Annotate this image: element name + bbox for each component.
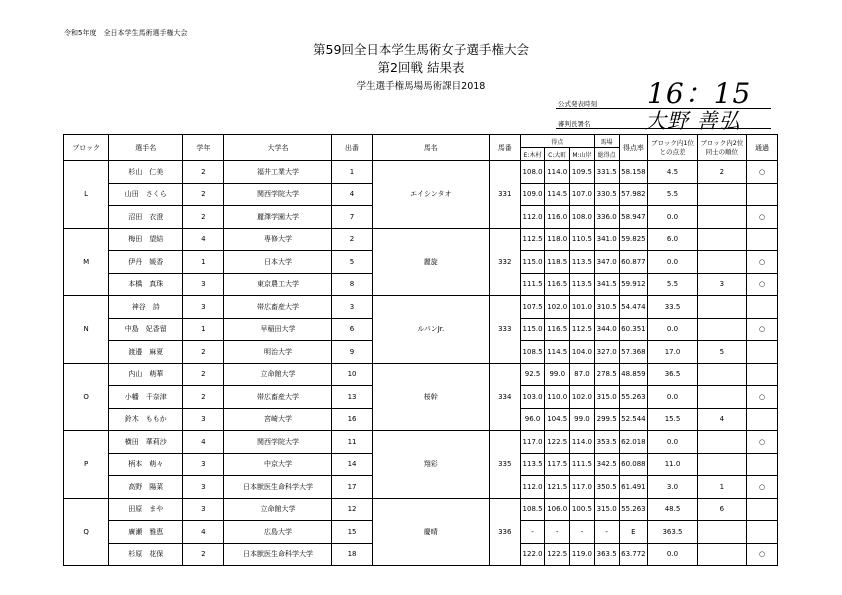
table-row: [64, 431, 778, 454]
second-place-rank: 6: [697, 498, 746, 521]
rider-name: 杉山 仁美: [109, 161, 183, 184]
col-rider: 選手名: [109, 135, 183, 161]
score-total: 331.5: [594, 161, 619, 184]
horse-number: 336: [489, 498, 520, 566]
col-total-group: 馬場: [594, 135, 619, 148]
diff-to-first: 5.5: [648, 273, 697, 296]
advance-mark: ○: [747, 386, 778, 409]
second-place-rank: [697, 543, 746, 566]
grade: 3: [183, 476, 224, 499]
page-subtitle: 第2回戦 結果表: [377, 60, 465, 75]
score-c: 118.0: [545, 228, 570, 251]
rider-name: 伊丹 媛香: [109, 251, 183, 274]
start-order: 13: [332, 386, 372, 409]
official-time-label: 公式発表時刻: [558, 100, 597, 108]
advance-mark: ○: [747, 251, 778, 274]
score-total: 342.5: [594, 453, 619, 476]
score-total: 350.5: [594, 476, 619, 499]
diff-to-first: 15.5: [648, 408, 697, 431]
grade: 3: [183, 273, 224, 296]
score-percent: 55.263: [619, 386, 648, 409]
start-order: 4: [332, 183, 372, 206]
horse-name: 慶晴: [372, 498, 489, 566]
horse-name: 翔彩: [372, 431, 489, 499]
score-percent: 60.088: [619, 453, 648, 476]
advance-mark: [747, 521, 778, 544]
start-order: 1: [332, 161, 372, 184]
advance-mark: ○: [747, 161, 778, 184]
score-e: 103.0: [520, 386, 545, 409]
university-name: 立命館大学: [224, 363, 332, 386]
col-block: ブロック: [64, 135, 109, 161]
score-total: 278.5: [594, 363, 619, 386]
second-place-rank: 1: [697, 476, 746, 499]
score-c: 121.5: [545, 476, 570, 499]
university-name: 日本大学: [224, 251, 332, 274]
horse-name: 麗旋: [372, 228, 489, 296]
university-name: 福井工業大学: [224, 161, 332, 184]
table-row: [64, 498, 778, 521]
advance-mark: [747, 408, 778, 431]
rider-name: 小幡 千奈津: [109, 386, 183, 409]
score-m: 102.0: [570, 386, 595, 409]
score-m: 87.0: [570, 363, 595, 386]
university-name: 中京大学: [224, 453, 332, 476]
score-percent: 57.368: [619, 341, 648, 364]
rider-name: 渡邉 麻夏: [109, 341, 183, 364]
start-order: 7: [332, 206, 372, 229]
score-m: 104.0: [570, 341, 595, 364]
university-name: 東京農工大学: [224, 273, 332, 296]
col-horse: 馬名: [372, 135, 489, 161]
score-percent: 58.158: [619, 161, 648, 184]
score-percent: 60.351: [619, 318, 648, 341]
university-name: 立命館大学: [224, 498, 332, 521]
col-judge-c: C:大町: [545, 148, 570, 161]
advance-mark: [747, 363, 778, 386]
score-e: 115.0: [520, 318, 545, 341]
advance-mark: ○: [747, 543, 778, 566]
score-c: 116.5: [545, 273, 570, 296]
university-name: 日本獣医生命科学大学: [224, 476, 332, 499]
second-place-rank: [697, 251, 746, 274]
score-e: 122.0: [520, 543, 545, 566]
score-e: 115.0: [520, 251, 545, 274]
col-scores: 得点: [520, 135, 594, 148]
score-total: 299.5: [594, 408, 619, 431]
second-place-rank: [697, 206, 746, 229]
diff-to-first: 363.5: [648, 521, 697, 544]
diff-to-first: 5.5: [648, 183, 697, 206]
score-total: 353.5: [594, 431, 619, 454]
start-order: 9: [332, 341, 372, 364]
rider-name: 田原 まや: [109, 498, 183, 521]
university-name: 関西学院大学: [224, 431, 332, 454]
table-row: [64, 363, 778, 386]
start-order: 5: [332, 251, 372, 274]
advance-mark: [747, 228, 778, 251]
score-m: 113.5: [570, 273, 595, 296]
second-place-rank: [697, 521, 746, 544]
second-place-rank: [697, 183, 746, 206]
grade: 3: [183, 296, 224, 319]
start-order: 11: [332, 431, 372, 454]
diff-to-first: 0.0: [648, 318, 697, 341]
col-university: 大学名: [224, 135, 332, 161]
university-name: 帯広畜産大学: [224, 386, 332, 409]
score-percent: 62.018: [619, 431, 648, 454]
diff-to-first: 0.0: [648, 543, 697, 566]
score-c: 102.0: [545, 296, 570, 319]
score-c: 116.0: [545, 206, 570, 229]
score-e: 107.5: [520, 296, 545, 319]
score-e: 117.0: [520, 431, 545, 454]
score-percent: E: [619, 521, 648, 544]
advance-mark: ○: [747, 206, 778, 229]
score-percent: 48.859: [619, 363, 648, 386]
col-advance: 通過: [747, 135, 778, 161]
score-percent: 55.263: [619, 498, 648, 521]
score-e: 112.5: [520, 228, 545, 251]
score-c: 117.5: [545, 453, 570, 476]
judge-signature: 大野 善弘: [645, 109, 741, 133]
score-percent: 58.947: [619, 206, 648, 229]
start-order: 3: [332, 296, 372, 319]
score-percent: 52.544: [619, 408, 648, 431]
second-place-rank: [697, 318, 746, 341]
diff-to-first: 4.5: [648, 161, 697, 184]
grade: 4: [183, 431, 224, 454]
rider-name: 沼田 衣澄: [109, 206, 183, 229]
score-m: 119.0: [570, 543, 595, 566]
grade: 1: [183, 318, 224, 341]
diff-to-first: 0.0: [648, 251, 697, 274]
score-e: 112.0: [520, 476, 545, 499]
university-name: 明治大学: [224, 341, 332, 364]
grade: 2: [183, 363, 224, 386]
advance-mark: [747, 341, 778, 364]
col-total: 総得点: [594, 148, 619, 161]
score-m: -: [570, 521, 595, 544]
university-name: 麗澤学園大学: [224, 206, 332, 229]
horse-number: 335: [489, 431, 520, 499]
diff-to-first: 17.0: [648, 341, 697, 364]
header-row: [64, 135, 778, 148]
horse-number: 332: [489, 228, 520, 296]
horse-number: 334: [489, 363, 520, 431]
col-judge-e: E:木村: [520, 148, 545, 161]
grade: 2: [183, 341, 224, 364]
horse-number: 333: [489, 296, 520, 364]
second-place-rank: [697, 228, 746, 251]
advance-mark: [747, 453, 778, 476]
advance-mark: ○: [747, 273, 778, 296]
score-c: 116.5: [545, 318, 570, 341]
score-total: 344.0: [594, 318, 619, 341]
rider-name: 横田 華莉沙: [109, 431, 183, 454]
score-m: 99.0: [570, 408, 595, 431]
score-percent: 59.912: [619, 273, 648, 296]
second-place-rank: 2: [697, 161, 746, 184]
grade: 2: [183, 161, 224, 184]
col-judge-m: M:山岸: [570, 148, 595, 161]
grade: 3: [183, 453, 224, 476]
rider-name: 山田 さくら: [109, 183, 183, 206]
score-c: 114.0: [545, 161, 570, 184]
score-c: 99.0: [545, 363, 570, 386]
score-percent: 54.474: [619, 296, 648, 319]
second-place-rank: [697, 363, 746, 386]
score-c: 118.5: [545, 251, 570, 274]
score-total: 336.0: [594, 206, 619, 229]
advance-mark: ○: [747, 431, 778, 454]
grade: 3: [183, 498, 224, 521]
score-total: -: [594, 521, 619, 544]
score-c: 104.5: [545, 408, 570, 431]
rider-name: 本橋 真珠: [109, 273, 183, 296]
score-e: 108.5: [520, 341, 545, 364]
score-m: 108.0: [570, 206, 595, 229]
score-m: 101.0: [570, 296, 595, 319]
diff-to-first: 36.5: [648, 363, 697, 386]
col-order: 出番: [332, 135, 372, 161]
second-place-rank: [697, 386, 746, 409]
start-order: 14: [332, 453, 372, 476]
block-label: Q: [64, 498, 109, 566]
rider-name: 中島 妃香留: [109, 318, 183, 341]
rider-name: 梅田 望結: [109, 228, 183, 251]
university-name: 宮崎大学: [224, 408, 332, 431]
score-percent: 60.877: [619, 251, 648, 274]
score-total: 330.5: [594, 183, 619, 206]
horse-name: 桜幹: [372, 363, 489, 431]
advance-mark: ○: [747, 318, 778, 341]
second-place-rank: [697, 431, 746, 454]
official-time-handwritten: 16：15: [647, 77, 752, 110]
score-e: 108.5: [520, 498, 545, 521]
start-order: 17: [332, 476, 372, 499]
grade: 4: [183, 228, 224, 251]
score-total: 315.0: [594, 498, 619, 521]
table-row: [64, 228, 778, 251]
score-c: 114.5: [545, 341, 570, 364]
table-row: [64, 161, 778, 184]
grade: 2: [183, 183, 224, 206]
rider-name: 鈴木 ももか: [109, 408, 183, 431]
score-e: 113.5: [520, 453, 545, 476]
score-e: 111.5: [520, 273, 545, 296]
rider-name: 廣瀬 雅恵: [109, 521, 183, 544]
university-name: 広島大学: [224, 521, 332, 544]
diff-to-first: 48.5: [648, 498, 697, 521]
horse-name: エイシンタオ: [372, 161, 489, 229]
grade: 2: [183, 386, 224, 409]
col-diff: ブロック内1位との点差: [648, 135, 697, 161]
second-place-rank: 5: [697, 341, 746, 364]
diff-to-first: 0.0: [648, 431, 697, 454]
start-order: 16: [332, 408, 372, 431]
diff-to-first: 0.0: [648, 206, 697, 229]
judge-label: 審判長署名: [558, 120, 591, 128]
block-label: M: [64, 228, 109, 296]
horse-number: 331: [489, 161, 520, 229]
score-total: 341.5: [594, 273, 619, 296]
horse-name: ルパンJr.: [372, 296, 489, 364]
start-order: 10: [332, 363, 372, 386]
diff-to-first: 33.5: [648, 296, 697, 319]
page-title: 第59回全日本学生馬術女子選手権大会: [313, 42, 529, 57]
course-name: 学生選手権馬場馬術課目2018: [356, 81, 486, 92]
score-c: 122.5: [545, 431, 570, 454]
rider-name: 神谷 詩: [109, 296, 183, 319]
grade: 2: [183, 543, 224, 566]
advance-mark: ○: [747, 476, 778, 499]
score-m: 114.0: [570, 431, 595, 454]
col-percent: 得点率: [619, 135, 648, 161]
start-order: 8: [332, 273, 372, 296]
grade: 3: [183, 408, 224, 431]
second-place-rank: [697, 453, 746, 476]
score-m: 100.5: [570, 498, 595, 521]
grade: 2: [183, 206, 224, 229]
score-m: 117.0: [570, 476, 595, 499]
score-percent: 61.491: [619, 476, 648, 499]
score-total: 347.0: [594, 251, 619, 274]
start-order: 6: [332, 318, 372, 341]
rider-name: 内山 萌華: [109, 363, 183, 386]
score-total: 315.0: [594, 386, 619, 409]
score-m: 113.5: [570, 251, 595, 274]
block-label: L: [64, 161, 109, 229]
diff-to-first: 11.0: [648, 453, 697, 476]
rider-name: 柄本 萌々: [109, 453, 183, 476]
second-place-rank: 4: [697, 408, 746, 431]
university-name: 帯広畜産大学: [224, 296, 332, 319]
score-e: 96.0: [520, 408, 545, 431]
score-m: 112.5: [570, 318, 595, 341]
rider-name: 高野 陽菜: [109, 476, 183, 499]
grade: 1: [183, 251, 224, 274]
advance-mark: [747, 498, 778, 521]
score-m: 107.0: [570, 183, 595, 206]
score-percent: 63.772: [619, 543, 648, 566]
score-m: 110.5: [570, 228, 595, 251]
score-m: 109.5: [570, 161, 595, 184]
diff-to-first: 6.0: [648, 228, 697, 251]
start-order: 12: [332, 498, 372, 521]
score-c: 110.0: [545, 386, 570, 409]
block-label: N: [64, 296, 109, 364]
start-order: 2: [332, 228, 372, 251]
rider-name: 杉原 花保: [109, 543, 183, 566]
university-name: 専修大学: [224, 228, 332, 251]
university-name: 関西学院大学: [224, 183, 332, 206]
score-e: 108.0: [520, 161, 545, 184]
second-place-rank: [697, 296, 746, 319]
table-row: [64, 296, 778, 319]
block-label: P: [64, 431, 109, 499]
score-total: 363.5: [594, 543, 619, 566]
start-order: 18: [332, 543, 372, 566]
advance-mark: [747, 183, 778, 206]
results-table: [63, 134, 778, 566]
score-total: 310.5: [594, 296, 619, 319]
score-c: 114.5: [545, 183, 570, 206]
score-percent: 59.825: [619, 228, 648, 251]
second-place-rank: 3: [697, 273, 746, 296]
score-m: 111.5: [570, 453, 595, 476]
col-horse-no: 馬番: [489, 135, 520, 161]
score-total: 327.0: [594, 341, 619, 364]
diff-to-first: 3.0: [648, 476, 697, 499]
diff-to-first: 0.0: [648, 386, 697, 409]
score-c: 122.5: [545, 543, 570, 566]
score-e: -: [520, 521, 545, 544]
start-order: 15: [332, 521, 372, 544]
col-grade: 学年: [183, 135, 224, 161]
block-label: O: [64, 363, 109, 431]
grade: 4: [183, 521, 224, 544]
top-note: 令和5年度 全日本学生馬術選手権大会: [64, 29, 188, 37]
score-c: 106.0: [545, 498, 570, 521]
score-percent: 57.982: [619, 183, 648, 206]
university-name: 早稲田大学: [224, 318, 332, 341]
score-c: -: [545, 521, 570, 544]
score-e: 109.0: [520, 183, 545, 206]
col-rank2: ブロック内2位同士の順位: [697, 135, 746, 161]
score-total: 341.0: [594, 228, 619, 251]
university-name: 日本獣医生命科学大学: [224, 543, 332, 566]
score-e: 112.0: [520, 206, 545, 229]
advance-mark: [747, 296, 778, 319]
score-e: 92.5: [520, 363, 545, 386]
